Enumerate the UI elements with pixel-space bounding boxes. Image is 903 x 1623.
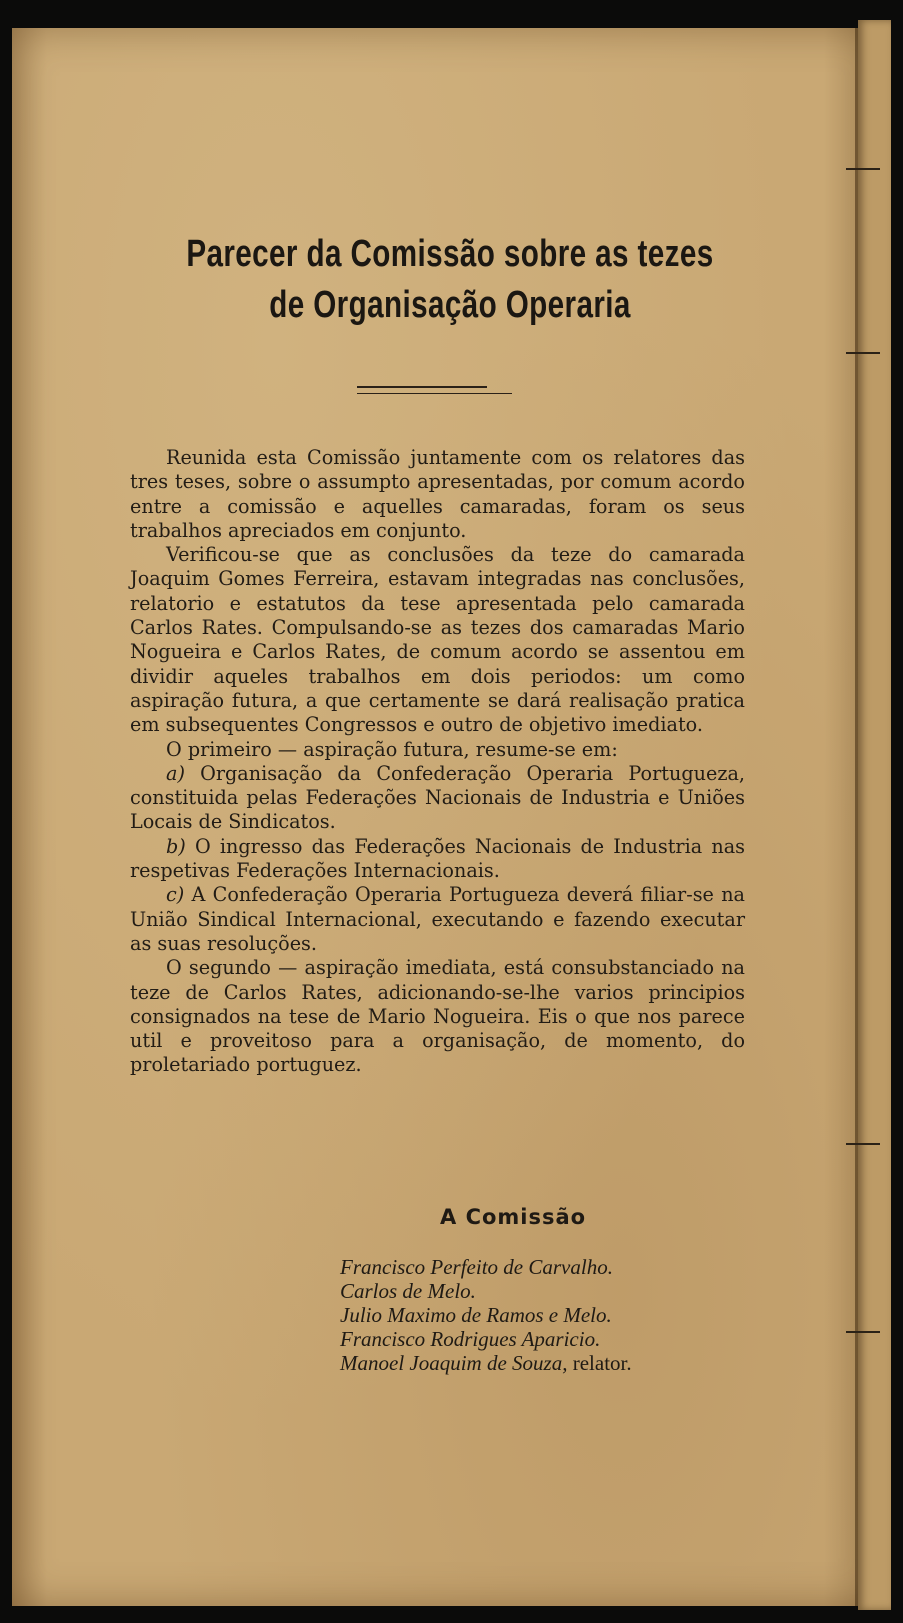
- signature: Manoel Joaquim de Souza,: [340, 1351, 568, 1375]
- title-divider: [357, 386, 487, 388]
- binding-stitch: [846, 1331, 880, 1333]
- list-item-text: Organisação da Confederação Operaria Portugueza, constituida pelas Federações Nacionais de Industria e Uniões Locais de Sindicatos.: [130, 761, 745, 834]
- paragraph: Reunida esta Comissão juntamente com os relatores das tres teses, sobre o assumpto apresentadas, por comum acordo entre a comissão e aquelles camaradas, foram os seus trabalhos apreciados em conjunto.: [130, 446, 745, 542]
- list-item: [130, 883, 745, 956]
- title-divider-underline: [357, 393, 512, 394]
- document-title-line-1: Parecer da Comissão sobre as tezes: [186, 233, 714, 275]
- list-item-text: A Confederação Operaria Portugueza deverá filiar-se na União Sindical Internacional, executando e fazendo executar as suas resoluções.: [130, 883, 745, 955]
- paragraph: Verificou-se que as conclusões da teze do camarada Joaquim Gomes Ferreira, estavam integradas nas conclusões, relatorio e estatutos da tese apresentada pelo camarada Carlos Rates. Compulsando-se as tezes dos camaradas Mario Nogueira e Carlos Rates, de comum acordo se assentou em dividir aqueles trabalhos em dois periodos: um como aspiração futura, a que certamente se dará realisação pratica em subsequentes Congressos e outro de objetivo imediato.: [130, 543, 745, 737]
- signature-role: relator.: [572, 1351, 632, 1375]
- list-item: [130, 762, 745, 835]
- signature-block: [340, 1255, 632, 1375]
- list-item-label: c): [166, 883, 185, 907]
- binding-stitch: [846, 168, 880, 170]
- document-title-line-2: de Organisação Operaria: [269, 284, 631, 326]
- binding-stitch: [846, 352, 880, 354]
- signature: Julio Maximo de Ramos e Melo.: [340, 1303, 612, 1327]
- signature: Carlos de Melo.: [340, 1279, 476, 1303]
- committee-heading: A Comissão: [440, 1205, 587, 1229]
- signature: Francisco Rodrigues Aparicio.: [340, 1327, 601, 1351]
- list-item-text: O ingresso das Federações Nacionais de Industria nas respetivas Federações Internacionais.: [130, 834, 745, 883]
- document-body: [130, 446, 745, 1078]
- binding-edge: [858, 20, 891, 1610]
- signature: Francisco Perfeito de Carvalho.: [340, 1255, 613, 1279]
- list-item: [130, 835, 745, 884]
- paragraph: O primeiro — aspiração futura, resume-se em:: [166, 737, 618, 761]
- page-fold: [855, 28, 858, 1606]
- list-item-label: a): [166, 761, 185, 785]
- closing-paragraph: O segundo — aspiração imediata, está consubstanciado na teze de Carlos Rates, adicionando-se-lhe varios principios consignados na tese de Mario Nogueira. Eis o que nos parece util e proveitoso para a organisação, de momento, do proletariado portuguez.: [130, 956, 745, 1077]
- binding-stitch: [846, 1143, 880, 1145]
- list-item-label: b): [166, 834, 186, 858]
- signature-relator: [340, 1351, 632, 1375]
